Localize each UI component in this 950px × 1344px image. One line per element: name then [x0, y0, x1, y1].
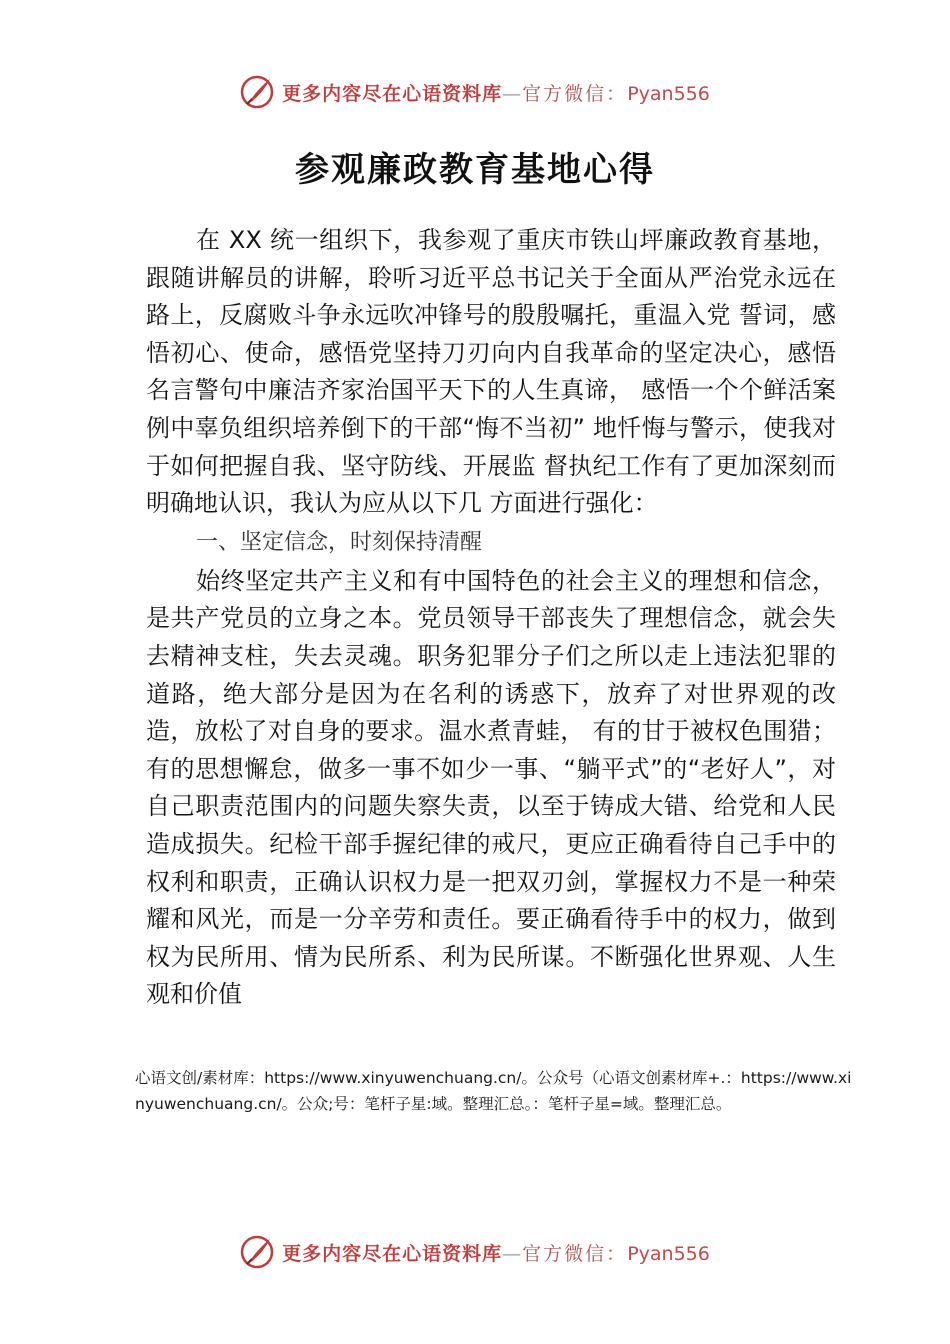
- section-heading: 一、坚定信念，时刻保持清醒: [196, 529, 483, 555]
- intro-paragraph: 在 XX 统一组织下，我参观了重庆市铁山坪廉政教育基地，跟随讲解员的讲解，聆听习近平总书记关于全面从严治党永远在路上，反腐败斗争永远吹冲锋号的殷殷嘱托，重温入党 誓词，感悟初心、使命，感悟党坚持刀刃向内自我革命的坚定决心，感悟名言警句中廉洁齐家治国平天下的人生真谛， 感悟一个个鲜活案例中辜负组织培养倒下的干部“悔不当初” 地忏悔与警示，使我对于如何把握自我、坚守防线、开展监 督执纪工作有了更加深刻而明确地认识，我认为应从以下几 方面进行强化：: [146, 226, 836, 518]
- document-body: [146, 222, 836, 1014]
- promo-note: 心语文创/素材库：https://www.xinyuwenchuang.cn/。公众号（心语文创素材库+.：https://www.xinyuwenchuang.cn/。公众;号：笔杆子星:域。整理汇总。：笔杆子星=域。整理汇总。: [135, 1069, 852, 1113]
- page-title: 参观廉政教育基地心得: [295, 150, 655, 190]
- quill-pen-icon: [240, 75, 274, 109]
- watermark-text: 更多内容尽在心语资料库—官方微信：Pyan556: [282, 1242, 710, 1265]
- watermark-footer: [0, 1232, 950, 1272]
- section-paragraph: 始终坚定共产主义和有中国特色的社会主义的理想和信念，是共产党员的立身之本。党员领导干部丧失了理想信念，就会失去精神支柱，失去灵魂。职务犯罪分子们之所以走上违法犯罪的道路，绝大部分是因为在名利的诱惑下，放弃了对世界观的改造，放松了对自身的要求。温水煮青蛙， 有的甘于被权色围猎；有的思想懈怠，做多一事不如少一事、“躺平式”的“老好人”，对自己职责范围内的问题失察失责，以至于铸成大错、给党和人民造成损失。纪检干部手握纪律的戒尺，更应正确看待自己手中的权利和职责，正确认识权力是一把双刃剑，掌握权力不是一种荣耀和风光，而是一分辛劳和责任。要正确看待手中的权力，做到权为民所用、情为民所系、利为民所谋。不断强化世界观、人生观和价值: [146, 566, 836, 1009]
- watermark-text: 更多内容尽在心语资料库—官方微信：Pyan556: [282, 82, 710, 105]
- quill-pen-icon: [240, 1235, 274, 1269]
- watermark-header: [0, 72, 950, 112]
